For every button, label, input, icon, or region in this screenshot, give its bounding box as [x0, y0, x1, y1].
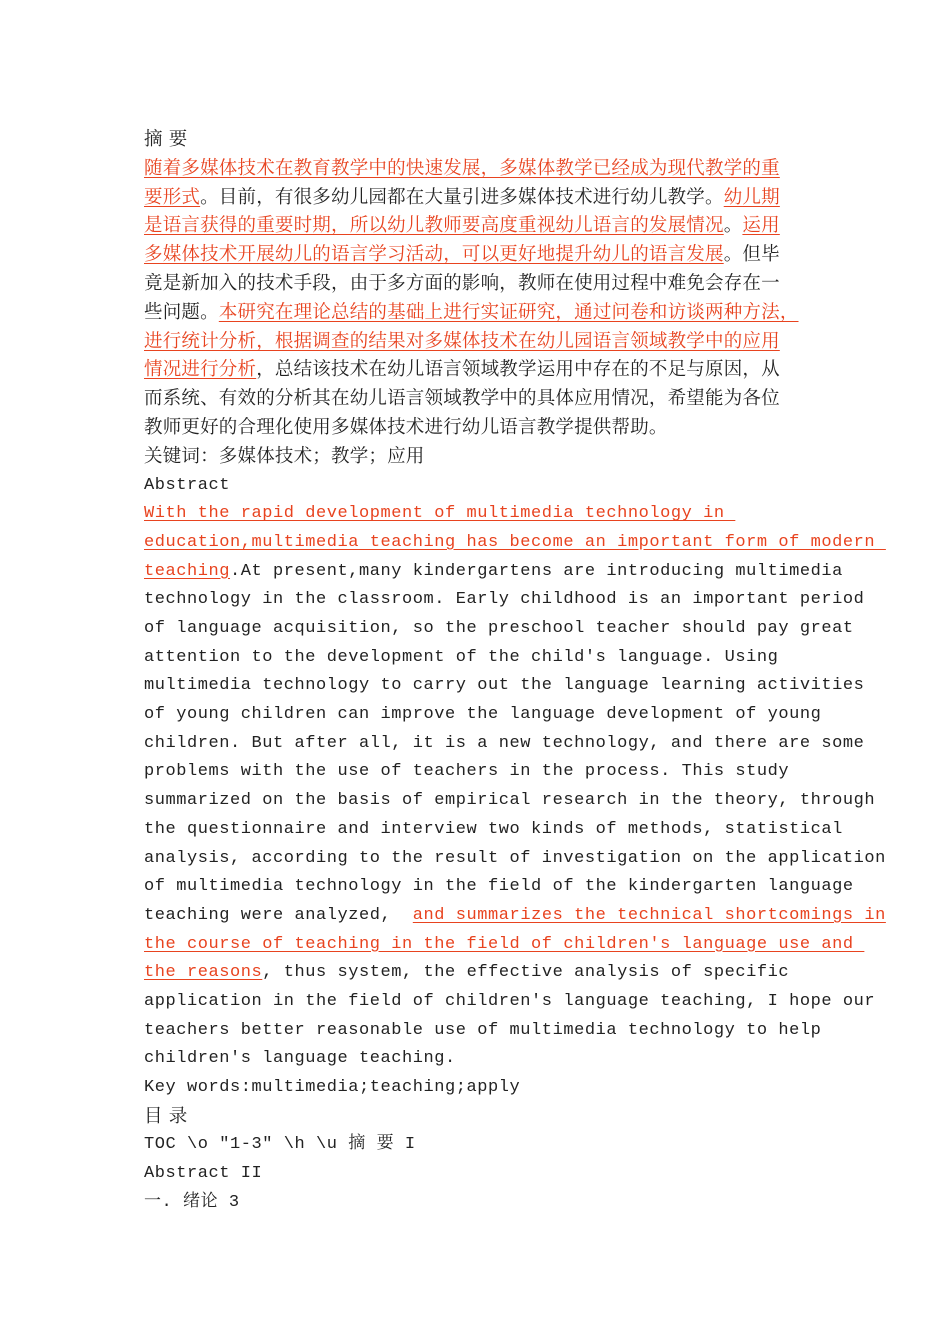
body-text: , thus system, the effective analysis of specific — [262, 963, 790, 983]
abstract-cn-body — [144, 155, 824, 443]
toc-entry: 一. 绪论 3 — [144, 1192, 240, 1212]
paragraph-line — [144, 873, 854, 902]
body-text: multimedia technology to carry out the language learning activities — [144, 676, 865, 696]
body-text: ，总结该技术在幼儿语言领域教学运用中存在的不足与原因，从 — [256, 359, 780, 381]
abstract-cn-heading: 摘 要 — [144, 129, 188, 150]
paragraph-line — [144, 529, 886, 558]
highlighted-text: 本研究在理论总结的基础上进行实证研究，通过问卷和访谈两种方法， — [218, 301, 799, 323]
toc-field-code: TOC \o "1-3" \h \u 摘 要 I — [144, 1135, 416, 1155]
paragraph-line — [144, 931, 865, 960]
paragraph-line — [144, 758, 824, 787]
highlighted-text: teaching — [144, 561, 231, 581]
paragraph-line — [144, 500, 824, 529]
highlighted-text: the reasons — [144, 963, 263, 983]
highlighted-text: With the rapid development of multimedia technology in — [144, 504, 736, 524]
body-text: children. But after all, it is a new technology, and there are some — [144, 733, 865, 753]
body-text: .At present,many kindergartens are introducing multimedia — [230, 561, 843, 581]
body-text: 。目前，有很多幼儿园都在大量引进多媒体技术进行幼儿教学。 — [200, 186, 724, 208]
body-text: 而系统、有效的分析其在幼儿语言领域教学中的具体应用情况，希望能为各位 — [144, 388, 780, 410]
abstract-en-keywords: Key words:multimedia;teaching;apply — [144, 1078, 521, 1097]
highlighted-text: 要形式 — [144, 186, 201, 208]
body-text: of language acquisition, so the preschool teacher should pay great — [144, 619, 854, 638]
body-text: 些问题。 — [144, 301, 219, 323]
paragraph-line — [144, 1045, 824, 1074]
paragraph-line — [144, 328, 824, 357]
paragraph-line — [144, 385, 824, 414]
body-text: analysis, according to the result of investigation on the application — [144, 848, 886, 868]
paragraph-line — [144, 241, 824, 270]
body-text: of multimedia technology in the field of the kindergarten language — [144, 877, 854, 897]
paragraph-line — [144, 356, 824, 385]
document-body — [144, 126, 886, 1218]
paragraph-line — [144, 212, 824, 241]
paragraph-line — [144, 988, 876, 1017]
paragraph-line — [144, 184, 824, 213]
paragraph-line — [144, 270, 824, 299]
body-text: 。但毕 — [723, 244, 780, 266]
toc-heading: 目 录 — [144, 1105, 188, 1127]
abstract-en-body — [144, 500, 886, 1074]
body-text: 教师更好的合理化使用多媒体技术进行幼儿语言教学提供帮助。 — [144, 416, 668, 438]
highlighted-text: 进行统计分析，根据调查的结果对多媒体技术在幼儿园语言领域教学中的应用 — [144, 330, 780, 352]
highlighted-text: education,multimedia teaching has become an important form of modern — [144, 532, 886, 552]
abstract-en-heading: Abstract — [144, 475, 231, 495]
paragraph-line — [144, 155, 824, 184]
paragraph-line — [144, 558, 843, 587]
paragraph-line — [144, 644, 824, 673]
paragraph-line — [144, 414, 824, 443]
paragraph-line — [144, 959, 824, 988]
paragraph-line — [144, 701, 824, 730]
paragraph-line — [144, 615, 854, 644]
body-text: problems with the use of teachers in the process. This study — [144, 762, 790, 782]
highlighted-text: 多媒体技术开展幼儿的语言学习活动，可以更好地提升幼儿的语言发展 — [144, 244, 724, 266]
paragraph-line — [144, 586, 865, 615]
paragraph-line — [144, 845, 886, 874]
toc-entry: Abstract II — [144, 1164, 263, 1184]
body-text: teachers better reasonable use of multimedia technology to help — [144, 1020, 822, 1040]
body-text: attention to the development of the child's language. Using — [144, 647, 779, 667]
paragraph-line — [144, 730, 865, 759]
paragraph-line — [144, 299, 824, 328]
highlighted-text: 随着多媒体技术在教育教学中的快速发展，多媒体教学已经成为现代教学的重 — [144, 157, 780, 179]
abstract-cn-keywords: 关键词：多媒体技术；教学；应用 — [144, 445, 425, 467]
highlighted-text: 情况进行分析 — [144, 359, 257, 381]
paragraph-line — [144, 787, 876, 816]
body-text: the questionnaire and interview two kinds of methods, statistical — [144, 819, 843, 839]
body-text: of young children can improve the language development of young — [144, 705, 822, 725]
body-text: teaching were analyzed, — [144, 905, 413, 925]
highlighted-text: 幼儿期 — [723, 186, 780, 208]
highlighted-text: 是语言获得的重要时期，所以幼儿教师要高度重视幼儿语言的发展情况 — [144, 215, 724, 237]
body-text: 。 — [723, 215, 743, 237]
body-text: 竟是新加入的技术手段，由于多方面的影响，教师在使用过程中难免会存在一 — [144, 272, 780, 294]
highlighted-text: the course of teaching in the field of children's language use and — [144, 934, 865, 954]
paragraph-line — [144, 672, 865, 701]
body-text: application in the field of children's language teaching, I hope our — [144, 991, 876, 1011]
paragraph-line — [144, 902, 886, 931]
body-text: summarized on the basis of empirical research in the theory, through — [144, 791, 876, 811]
body-text: technology in the classroom. Early childhood is an important period — [144, 590, 865, 610]
paragraph-line — [144, 1017, 824, 1046]
highlighted-text: 运用 — [742, 215, 780, 237]
highlighted-text: and summarizes the technical shortcomings in — [412, 905, 886, 925]
body-text: children's language teaching. — [144, 1049, 456, 1069]
paragraph-line — [144, 816, 843, 845]
